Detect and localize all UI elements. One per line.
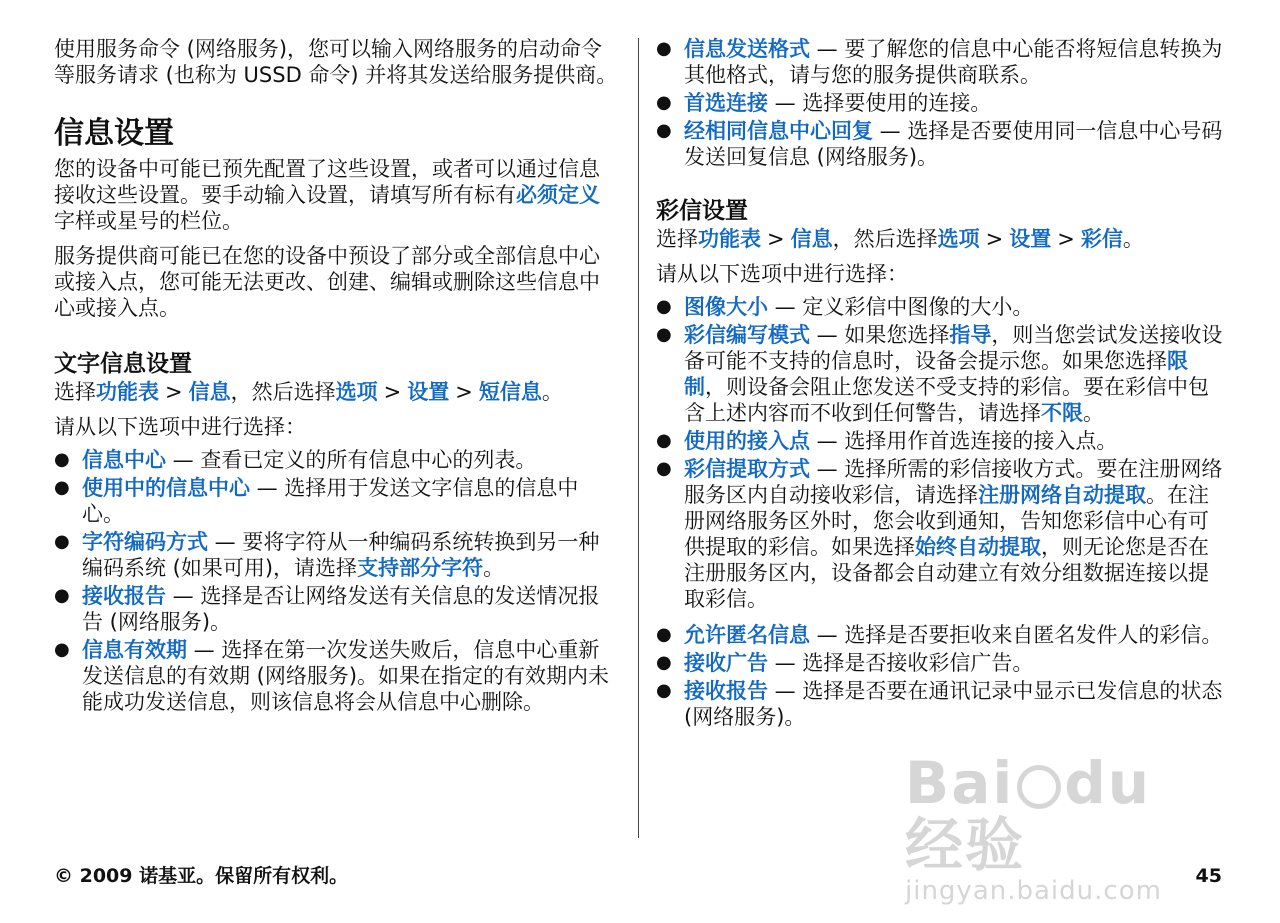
bullet-icon: ●: [656, 430, 672, 451]
path-separator: >: [383, 380, 402, 404]
menu-path-item: 选项: [937, 227, 980, 251]
option-term: 接收报告: [82, 584, 166, 608]
option-value: 限制: [684, 349, 1188, 399]
text: 。: [483, 556, 505, 580]
option-value: 支持部分字符: [357, 556, 484, 580]
option-desc: — 选择是否要拒收来自匿名发件人的彩信。: [810, 623, 1223, 647]
option-term: 使用中的信息中心: [82, 476, 250, 500]
choose-text: 请从以下选项中进行选择：: [656, 262, 908, 286]
menu-path-item: 功能表: [96, 380, 159, 404]
menu-path-item: 设置: [1009, 227, 1052, 251]
section-heading: 信息设置: [54, 116, 174, 151]
option-desc: — 如果您选择: [810, 323, 950, 347]
page-number: 45: [1195, 865, 1222, 887]
bullet-icon: ●: [656, 458, 672, 479]
provider-paragraph: 服务提供商可能已在您的设备中预设了部分或全部信息中心或接入点，您可能无法更改、创建、编辑或删除这些信息中心或接入点。: [54, 244, 600, 320]
bullet-icon: ●: [54, 449, 70, 470]
option-desc: — 要了解您的信息中心能否将短信息转换为其他格式，请与您的服务提供商联系。: [684, 37, 1223, 87]
mms-settings-heading: 彩信设置: [656, 198, 748, 224]
list-item: [656, 428, 1226, 454]
menu-path-item: 信息: [790, 227, 833, 251]
option-term: 接收广告: [684, 651, 768, 675]
list-item: [656, 118, 1226, 170]
list-item: [656, 90, 1226, 116]
watermark-url: jingyan.baidu.com: [905, 876, 1162, 906]
option-term: 允许匿名信息: [684, 623, 810, 647]
option-term: 信息有效期: [82, 638, 187, 662]
option-desc: — 选择是否让网络发送有关信息的发送情况报告 (网络服务)。: [82, 584, 600, 634]
text: 选择: [656, 227, 698, 251]
option-term: 彩信提取方式: [684, 457, 810, 481]
list-item: [54, 637, 620, 715]
menu-path-item: 信息: [188, 380, 231, 404]
text: 。: [541, 380, 563, 404]
watermark-text: du: [1064, 749, 1152, 817]
list-item: [656, 622, 1226, 648]
text: ，然后选择: [230, 380, 336, 404]
list-item: [656, 456, 1226, 612]
text: 您的设备中可能已预先配置了这些设置，或者可以通过信息接收这些设置。要手动输入设置，请填写所有标有: [54, 157, 600, 207]
bullet-icon: ●: [656, 38, 672, 59]
option-term: 经相同信息中心回复: [684, 119, 873, 143]
bullet-icon: ●: [656, 324, 672, 345]
option-term: 使用的接入点: [684, 429, 810, 453]
required-label-link: 必须定义: [516, 183, 600, 207]
menu-path-item: 彩信: [1080, 227, 1123, 251]
text-settings-list: [54, 447, 620, 715]
list-item: [656, 36, 1226, 88]
option-value: 不限: [1041, 401, 1083, 425]
list-item: [54, 475, 620, 527]
list-item: [54, 447, 620, 473]
list-item: [656, 678, 1226, 730]
text: ，然后选择: [832, 227, 938, 251]
settings-paragraph: [54, 156, 620, 234]
baidu-jingyan-watermark: [905, 749, 1205, 906]
text-message-settings-heading: 文字信息设置: [54, 351, 192, 377]
list-item: [656, 294, 1226, 320]
option-term: 首选连接: [684, 91, 768, 115]
bullet-icon: ●: [656, 652, 672, 673]
option-desc: — 选择在第一次发送失败后，信息中心重新发送信息的有效期 (网络服务)。如果在指定的有效期内未能成功发送信息，则该信息将会从信息中心删除。: [82, 638, 610, 714]
bullet-icon: ●: [54, 639, 70, 660]
menu-path-item: 选项: [335, 380, 378, 404]
path-separator: >: [165, 380, 183, 404]
text: 。: [1083, 401, 1104, 425]
bullet-icon: ●: [54, 531, 70, 552]
intro-paragraph: 使用服务命令 (网络服务)，您可以输入网络服务的启动命令等服务请求 (也称为 USSD 命令) 并将其发送给服务提供商。: [54, 37, 618, 87]
option-desc: — 选择所需的彩信接收方式。要在注册网络服务区内自动接收彩信，请选择: [684, 457, 1223, 507]
option-desc: — 选择用于发送文字信息的信息中心。: [82, 476, 579, 526]
text: 字样或星号的栏位。: [54, 209, 243, 233]
list-item: [54, 529, 620, 581]
bullet-icon: ●: [656, 120, 672, 141]
option-term: 信息中心: [82, 448, 166, 472]
mms-settings-list: [656, 294, 1226, 730]
bullet-icon: ●: [656, 92, 672, 113]
path-separator: >: [767, 227, 785, 251]
bullet-icon: ●: [54, 477, 70, 498]
option-term: 图像大小: [684, 295, 768, 319]
text: 。在注册网络服务区外时，您会收到通知，告知您彩信中心有可供提取的彩信。如果选择: [684, 483, 1209, 559]
option-term: 接收报告: [684, 679, 768, 703]
path-separator: >: [985, 227, 1004, 251]
text: 选择: [54, 380, 96, 404]
right-column: [656, 36, 1226, 730]
watermark-text: Bai: [905, 749, 1015, 817]
path-separator: >: [455, 380, 473, 404]
bullet-icon: ●: [656, 296, 672, 317]
paw-icon: [1017, 765, 1061, 809]
list-item: [54, 583, 620, 635]
text: ，则设备会阻止您发送不受支持的彩信。要在彩信中包含上述内容而不收到任何警告，请选择: [684, 375, 1209, 425]
column-divider: [638, 38, 639, 838]
text: 。: [1122, 227, 1144, 251]
option-desc: — 要将字符从一种编码系统转换到另一种编码系统 (如果可用)，请选择: [82, 530, 600, 580]
option-desc: — 查看已定义的所有信息中心的列表。: [166, 448, 537, 472]
bullet-icon: ●: [54, 585, 70, 606]
option-desc: — 定义彩信中图像的大小。: [768, 295, 1034, 319]
option-desc: — 选择是否接收彩信广告。: [768, 651, 1034, 675]
option-desc: — 选择要使用的连接。: [768, 91, 992, 115]
option-value: 始终自动提取: [915, 535, 1041, 559]
watermark-brand: [905, 749, 1205, 879]
menu-path: [656, 226, 1226, 252]
path-separator: >: [1057, 227, 1075, 251]
option-value: 注册网络自动提取: [978, 483, 1146, 507]
option-value: 指导: [949, 323, 992, 347]
option-desc: — 选择是否要使用同一信息中心号码发送回复信息 (网络服务)。: [684, 119, 1223, 169]
option-desc: — 选择是否要在通讯记录中显示已发信息的状态 (网络服务)。: [684, 679, 1223, 729]
bullet-icon: ●: [656, 680, 672, 701]
watermark-text: 经验: [905, 811, 1026, 879]
option-term: 字符编码方式: [82, 530, 208, 554]
menu-path-item: 短信息: [478, 380, 542, 404]
menu-path: [54, 379, 620, 405]
option-term: 信息发送格式: [684, 37, 810, 61]
list-item: [656, 322, 1226, 426]
text: ，则当您尝试发送接收设备可能不支持的信息时，设备会提示您。如果您选择: [684, 323, 1223, 373]
choose-text: 请从以下选项中进行选择：: [54, 415, 306, 439]
option-term: 彩信编写模式: [684, 323, 810, 347]
option-desc: — 选择用作首选连接的接入点。: [810, 429, 1118, 453]
menu-path-item: 功能表: [698, 227, 761, 251]
list-item: [656, 650, 1226, 676]
copyright-footer: © 2009 诺基亚。保留所有权利。: [54, 865, 349, 887]
left-column: [54, 36, 620, 715]
bullet-icon: ●: [656, 624, 672, 645]
text: ，则无论您是否在注册服务区内，设备都会自动建立有效分组数据连接以提取彩信。: [684, 535, 1209, 611]
text-settings-list-continued: [656, 36, 1226, 170]
menu-path-item: 设置: [407, 380, 450, 404]
